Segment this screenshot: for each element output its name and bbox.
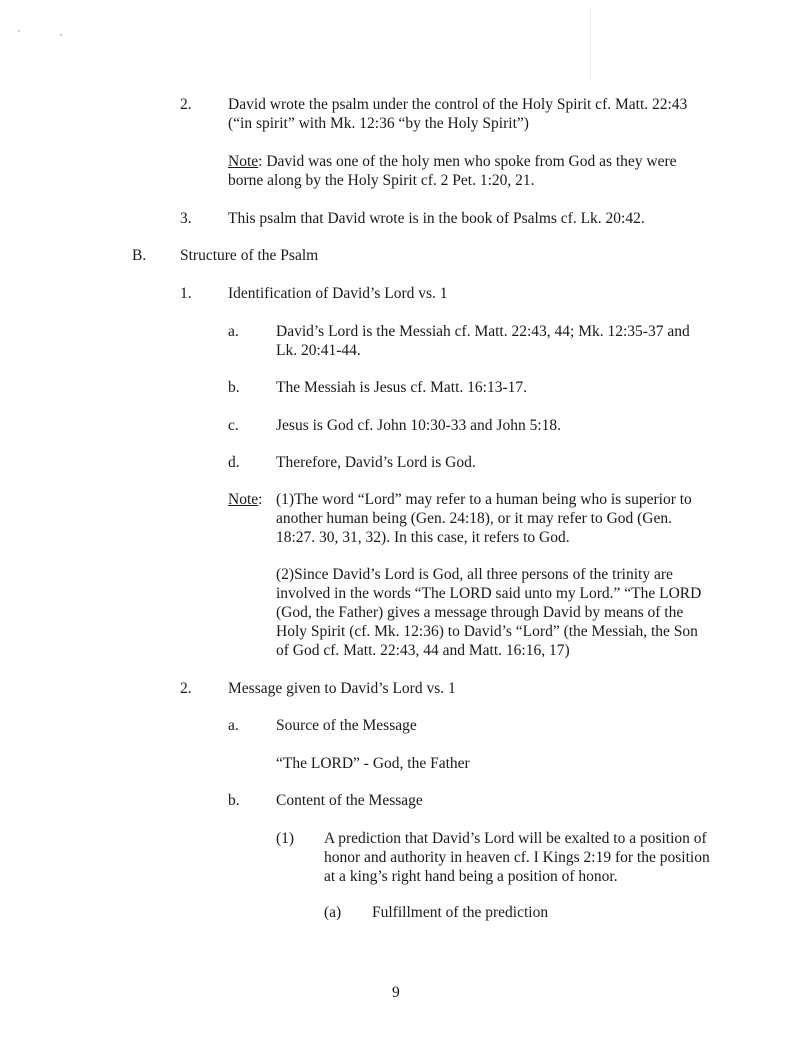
section-heading: Structure of the Psalm (180, 247, 319, 264)
subitem-text: Therefore, David’s Lord is God. (276, 454, 476, 471)
note-label: Note (228, 153, 259, 170)
subitem-text: David’s Lord is the Messiah cf. Matt. 22:43, 44; Mk. 12:35-37 and Lk. 20:41-44. (276, 323, 690, 359)
note-text: : David was one of the holy men who spoke from God as they were borne along by the Holy Spirit cf. 2 Pet. 1:20, 21. (228, 153, 677, 189)
scan-speck (60, 34, 62, 36)
item-number: 3. (180, 210, 192, 227)
note-paragraph: (1)The word “Lord” may refer to a human being who is superior to another human being (Gen. 24:18), or it may refer to God (Gen. 18:27. 30, 31, 32). In this case, it refers to God. (276, 491, 692, 546)
subitem-detail: “The LORD” - God, the Father (276, 755, 470, 772)
page-number: 9 (392, 984, 400, 1001)
subitem-letter: a. (228, 717, 239, 734)
subitem-letter: b. (228, 379, 240, 396)
note-label: Note (228, 491, 259, 508)
subitem-text: Source of the Message (276, 717, 417, 734)
point-text: A prediction that David’s Lord will be exalted to a position of honor and authority in heaven cf. I Kings 2:19 for the position at a king’s right hand being a position of honor. (324, 830, 710, 885)
item-number: 2. (180, 680, 192, 697)
subitem-letter: b. (228, 792, 240, 809)
note-paragraph (228, 152, 706, 190)
scan-speck (18, 30, 20, 32)
subpoint-text: Fulfillment of the prediction (372, 904, 549, 921)
item-text: Message given to David’s Lord vs. 1 (228, 680, 456, 697)
subitem-text: Jesus is God cf. John 10:30-33 and John 5:18. (276, 417, 562, 434)
item-text: This psalm that David wrote is in the book of Psalms cf. Lk. 20:42. (228, 210, 645, 227)
section-letter: B. (132, 247, 147, 264)
scan-artifact (590, 8, 591, 80)
subpoint-letter: (a) (324, 904, 342, 921)
point-number: (1) (276, 830, 295, 847)
subitem-text: Content of the Message (276, 792, 423, 809)
item-number: 2. (180, 96, 192, 113)
item-number: 1. (180, 285, 192, 302)
item-text: Identification of David’s Lord vs. 1 (228, 285, 448, 302)
subitem-letter: a. (228, 323, 239, 340)
subitem-text: The Messiah is Jesus cf. Matt. 16:13-17. (276, 379, 527, 396)
note-label-wrap (228, 490, 262, 509)
note-paragraph: (2)Since David’s Lord is God, all three persons of the trinity are involved in the words “The LORD said unto my Lord.” “The LORD (God, the Father) gives a message through David by means of the Holy Spirit (cf. Mk. 12:36) to David’s “Lord” (the Messiah, the Son of God cf. Matt. 22:43, 44 and Matt. 16:16, 17) (276, 566, 702, 659)
note-colon: : (258, 491, 263, 508)
subitem-letter: d. (228, 454, 240, 471)
item-text: David wrote the psalm under the control of the Holy Spirit cf. Matt. 22:43 (“in spirit” with Mk. 12:36 “by the Holy Spirit”) (228, 96, 688, 132)
subitem-letter: c. (228, 417, 239, 434)
